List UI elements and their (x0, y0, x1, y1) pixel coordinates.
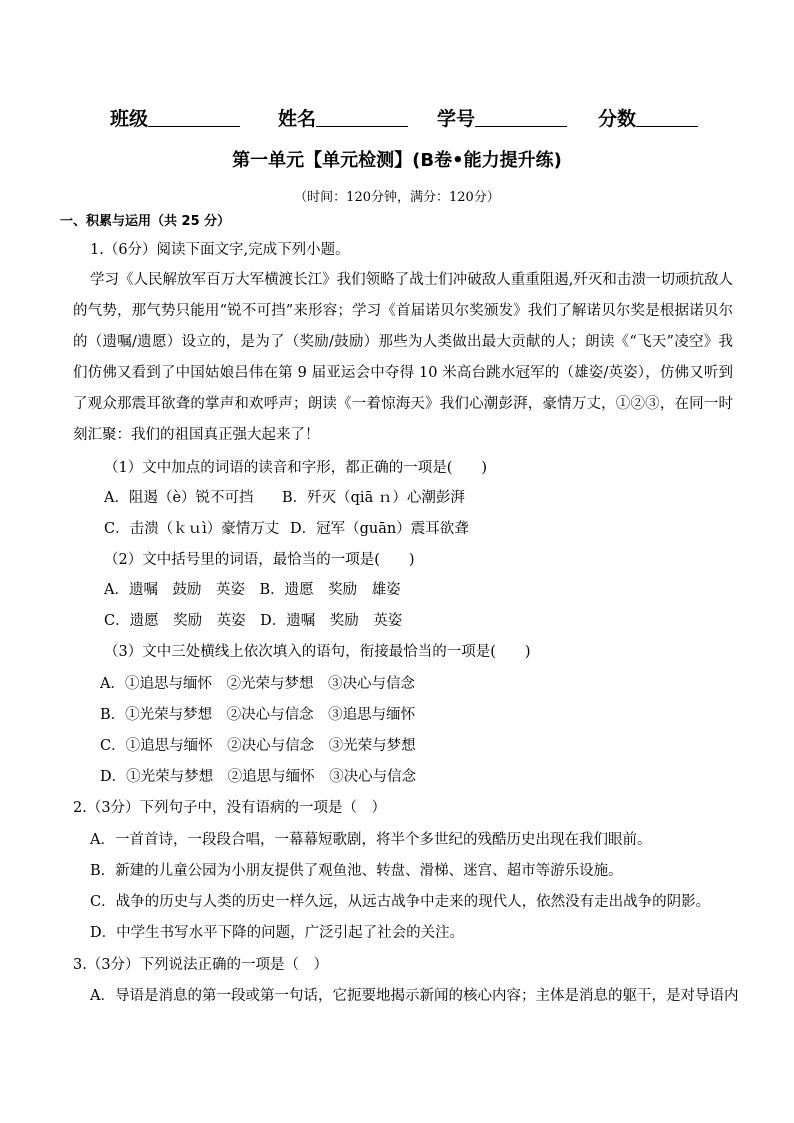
class-label: 班级 (110, 108, 149, 130)
q1-passage (73, 265, 733, 451)
q1-sub1-option-d[interactable]: D．冠军（guān）震耳欲聋 (290, 521, 469, 537)
q1-sub1-option-a[interactable]: A．阻遏（è）锐不可挡 (104, 490, 254, 506)
q2-option-c[interactable]: C．战争的历史与人类的历史一样久远，从远古战争中走来的现代人，依然没有走出战争的阴影。 (90, 894, 711, 910)
exam-time-info: （时间：120分钟，满分：120分） (294, 190, 500, 205)
q1-sub1-option-b[interactable]: B．歼灭（qiā ｎ）心潮彭湃 (282, 490, 465, 506)
q1-sub1-option-c[interactable]: C．击溃（ｋｕì）豪情万丈 (104, 521, 280, 537)
q1-sub3-option-b[interactable]: B．①光荣与梦想 ②决心与信念 ③追思与缅怀 (100, 707, 416, 723)
q1-sub3-option-c[interactable]: C．①追思与缅怀 ②决心与信念 ③光荣与梦想 (100, 738, 416, 754)
score-field[interactable] (598, 104, 698, 131)
q1-sub3-option-d[interactable]: D．①光荣与梦想 ②追思与缅怀 ③决心与信念 (100, 769, 417, 785)
q1-passage-text: 学习《人民解放军百万大军横渡长江》我们领略了战士们冲破敌人重重阻遏,歼灭和击溃一切顽抗敌人的气势，那气势只能用“锐不可挡”来形容；学习《首届诺贝尔奖颁发》我们了解诺贝尔奖是根据诺贝尔的（遗嘱/遗愿）设立的，是为了（奖励/鼓励）那些为人类做出最大贡献的人；朗读《“飞天”凌空》我们仿佛又看到了中国姑娘吕伟在第 9 届亚运会中夺得 10 米高台跳水冠军的（雄姿/英姿），仿佛又听到了观众那震耳欲聋的掌声和欢呼声；朗读《一着惊海天》我们心潮彭湃，豪情万丈，①②③，在同一时刻汇聚：我们的祖国真正强大起来了！ (73, 272, 733, 443)
q1-sub2-options-cd[interactable]: C．遗愿 奖励 英姿 D．遗嘱 奖励 英姿 (104, 613, 403, 629)
score-label: 分数 (598, 108, 637, 130)
q1-sub2-options-ab[interactable]: A．遗嘱 鼓励 英姿 B．遗愿 奖励 雄姿 (104, 582, 401, 598)
number-blank[interactable] (475, 108, 567, 127)
number-label: 学号 (437, 108, 476, 130)
name-field[interactable] (278, 104, 408, 131)
class-blank[interactable] (148, 108, 240, 127)
score-blank[interactable] (636, 108, 698, 127)
name-label: 姓名 (278, 108, 317, 130)
q2-option-d[interactable]: D．中学生书写水平下降的问题，广泛引起了社会的关注。 (90, 925, 465, 941)
page-title: 第一单元【单元检测】(B卷•能力提升练) (232, 150, 562, 171)
q2-option-a[interactable]: A．一首首诗，一段段合唱，一幕幕短歌剧，将半个多世纪的残酷历史出现在我们眼前。 (90, 832, 652, 848)
q1-sub1-stem: （1）文中加点的词语的读音和字形，都正确的一项是( ) (104, 460, 488, 476)
q3-stem: 3.（3分）下列说法正确的一项是（ ） (73, 957, 329, 973)
q1-stem: 1.（6分）阅读下面文字,完成下列小题。 (90, 242, 350, 258)
q1-sub3-stem: （3）文中三处横线上依次填入的语句，衔接最恰当的一项是( ) (104, 644, 531, 660)
class-field[interactable] (110, 104, 240, 131)
name-blank[interactable] (316, 108, 408, 127)
number-field[interactable] (437, 104, 567, 131)
section-heading: 一、积累与运用（共 25 分） (60, 214, 231, 229)
q2-option-b[interactable]: B．新建的儿童公园为小朋友提供了观鱼池、转盘、滑梯、迷宫、超市等游乐设施。 (90, 863, 623, 879)
q2-stem: 2.（3分）下列句子中，没有语病的一项是（ ） (73, 800, 387, 816)
q3-option-a[interactable]: A．导语是消息的第一段或第一句话，它扼要地揭示新闻的核心内容；主体是消息的躯干，是对导语内 (90, 988, 739, 1004)
q1-sub2-stem: （2）文中括号里的词语，最恰当的一项是( ) (104, 552, 415, 568)
q1-sub3-option-a[interactable]: A．①追思与缅怀 ②光荣与梦想 ③决心与信念 (100, 676, 415, 692)
